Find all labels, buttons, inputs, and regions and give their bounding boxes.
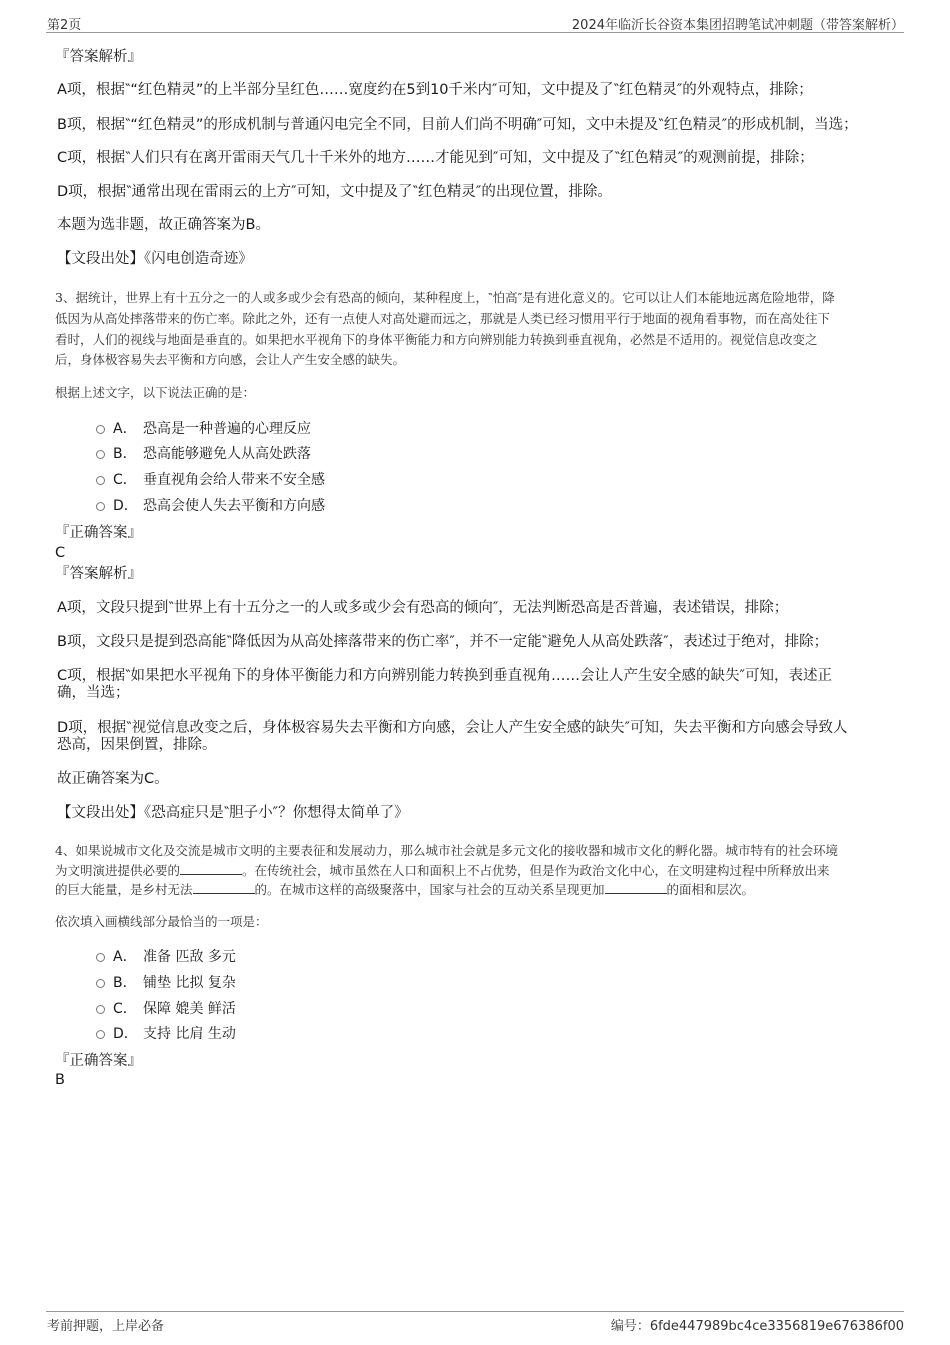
- q3-stem-line-2: 低因为从高处摔落带来的伤亡率。除此之外，还有一点使人对高处避而远之，那就是人类已经习惯用平行于地面的视角看事物，而在高处往下: [55, 311, 831, 326]
- option-text: 恐高能够避免人从高处跌落: [143, 446, 311, 462]
- q3-source: 【文段出处】《恐高症只是‶胆子小″？你想得太简单了》: [57, 805, 409, 821]
- footer-divider: [46, 1311, 904, 1312]
- q3-analysis-b: B项，文段只是提到恐高能‶降低因为从高处摔落带来的伤亡率″，并不一定能‶避免人从高处跌落″，表述过于绝对，排除；: [57, 634, 829, 650]
- q3-answer: C: [55, 545, 66, 561]
- q3-answer-label: 『正确答案』: [55, 525, 142, 541]
- header-divider: [46, 32, 904, 33]
- q2-source: 【文段出处】《闪电创造奇迹》: [57, 251, 253, 267]
- q3-stem-line-1: 3、据统计，世界上有十五分之一的人或多或少会有恐高的倾向，某种程度上，‶怕高″是有进化意义的。它可以让人们本能地远离危险地带，降: [55, 290, 835, 305]
- q3-analysis-c-2: 确，当选；: [57, 685, 130, 701]
- q2-analysis-label: 『答案解析』: [55, 49, 142, 65]
- option-label: C．: [113, 472, 137, 488]
- q2-analysis-a: A项，根据‶“红色精灵”的上半部分呈红色……宽度约在5到10千米内″可知，文中提及了‶红色精灵″的外观特点，排除；: [57, 82, 813, 98]
- q4-prompt: 依次填入画横线部分最恰当的一项是：: [55, 914, 268, 929]
- q4-stem-text: 为文明演进提供必要的: [55, 863, 181, 878]
- option-label: B．: [113, 446, 137, 462]
- q2-conclusion: 本题为选非题，故正确答案为B。: [57, 217, 270, 233]
- q3-analysis-c-1: C项，根据‶如果把水平视角下的身体平衡能力和方向辨别能力转换到垂直视角……会让人产生安全感的缺失″可知，表述正: [57, 668, 832, 684]
- q4-option-d[interactable]: [96, 1025, 236, 1043]
- radio-icon[interactable]: [96, 953, 105, 962]
- q3-option-c[interactable]: [96, 471, 325, 489]
- option-text: 垂直视角会给人带来不安全感: [143, 472, 325, 488]
- option-label: D．: [113, 498, 138, 514]
- q4-option-c[interactable]: [96, 1000, 236, 1018]
- q2-analysis-d: D项，根据‶通常出现在雷雨云的上方″可知，文中提及了‶红色精灵″的出现位置，排除。: [57, 184, 612, 200]
- q3-analysis-d-2: 恐高，因果倒置，排除。: [57, 737, 217, 753]
- q3-option-d[interactable]: [96, 497, 325, 515]
- radio-icon[interactable]: [96, 1005, 105, 1014]
- option-label: A．: [113, 949, 137, 965]
- q4-answer-label: 『正确答案』: [55, 1053, 142, 1069]
- q4-option-a[interactable]: [96, 948, 236, 966]
- q4-option-b[interactable]: [96, 974, 236, 992]
- option-label: B．: [113, 975, 137, 991]
- option-label: D．: [113, 1026, 138, 1042]
- q3-conclusion: 故正确答案为C。: [57, 771, 169, 787]
- q4-stem-line-3: [55, 880, 895, 899]
- option-text: 保障 媲美 鲜活: [143, 1001, 236, 1017]
- q4-stem-text: 的面相和层次。: [666, 882, 755, 897]
- q3-analysis-label: 『答案解析』: [55, 566, 142, 582]
- option-text: 支持 比肩 生动: [143, 1026, 236, 1042]
- q4-stem-line-2: [55, 861, 895, 880]
- option-label: C．: [113, 1001, 137, 1017]
- footer-slogan: 考前押题，上岸必备: [47, 1319, 165, 1334]
- fill-blank-1[interactable]: [180, 862, 242, 875]
- q4-answer: B: [55, 1072, 65, 1088]
- q3-stem-line-4: 后，身体极容易失去平衡和方向感，会让人产生安全感的缺失。: [55, 352, 406, 367]
- radio-icon[interactable]: [96, 476, 105, 485]
- document-title: 2024年临沂长谷资本集团招聘笔试冲刺题（带答案解析）: [571, 18, 904, 33]
- q4-stem-text: 。在传统社会，城市虽然在人口和面积上不占优势，但是作为政治文化中心，在文明建构过程中所释放出来: [242, 863, 830, 878]
- option-text: 准备 匹敌 多元: [143, 949, 236, 965]
- option-text: 铺垫 比拟 复杂: [143, 975, 236, 991]
- radio-icon[interactable]: [96, 450, 105, 459]
- radio-icon[interactable]: [96, 1030, 105, 1039]
- fill-blank-2[interactable]: [193, 881, 255, 894]
- q3-option-b[interactable]: [96, 445, 311, 463]
- radio-icon[interactable]: [96, 502, 105, 511]
- option-label: A．: [113, 421, 137, 437]
- q2-analysis-c: C项，根据‶人们只有在离开雷雨天气几十千米外的地方……才能见到″可知，文中提及了‶红色精灵″的观测前提，排除；: [57, 150, 814, 166]
- document-code: 编号：6fde447989bc4ce3356819e676386f00: [610, 1319, 904, 1334]
- page-number: 第2页: [47, 18, 82, 33]
- q3-prompt: 根据上述文字，以下说法正确的是：: [55, 385, 256, 400]
- option-text: 恐高是一种普遍的心理反应: [143, 421, 311, 437]
- q3-stem-line-3: 看时，人们的视线与地面是垂直的。如果把水平视角下的身体平衡能力和方向辨别能力转换到垂直视角，必然是不适用的。视觉信息改变之: [55, 332, 818, 347]
- q4-stem-line-1: 4、如果说城市文化及交流是城市文明的主要表征和发展动力，那么城市社会就是多元文化的接收器和城市文化的孵化器。城市特有的社会环境: [55, 843, 838, 858]
- q4-stem-text: 的巨大能量，是乡村无法: [55, 882, 193, 897]
- fill-blank-3[interactable]: [605, 881, 667, 894]
- q4-stem-text: 的。在城市这样的高级聚落中，国家与社会的互动关系呈现更加: [254, 882, 605, 897]
- radio-icon[interactable]: [96, 979, 105, 988]
- q3-analysis-a: A项，文段只提到‶世界上有十五分之一的人或多或少会有恐高的倾向″，无法判断恐高是否普遍，表述错误，排除；: [57, 600, 789, 616]
- radio-icon[interactable]: [96, 425, 105, 434]
- q3-analysis-d-1: D项，根据‶视觉信息改变之后，身体极容易失去平衡和方向感，会让人产生安全感的缺失″可知，失去平衡和方向感会导致人: [57, 720, 848, 736]
- option-text: 恐高会使人失去平衡和方向感: [143, 498, 325, 514]
- q3-option-a[interactable]: [96, 420, 311, 438]
- q2-analysis-b: B项，根据‶“红色精灵”的形成机制与普通闪电完全不同，目前人们尚不明确″可知，文中未提及‶红色精灵″的形成机制，当选；: [57, 117, 858, 133]
